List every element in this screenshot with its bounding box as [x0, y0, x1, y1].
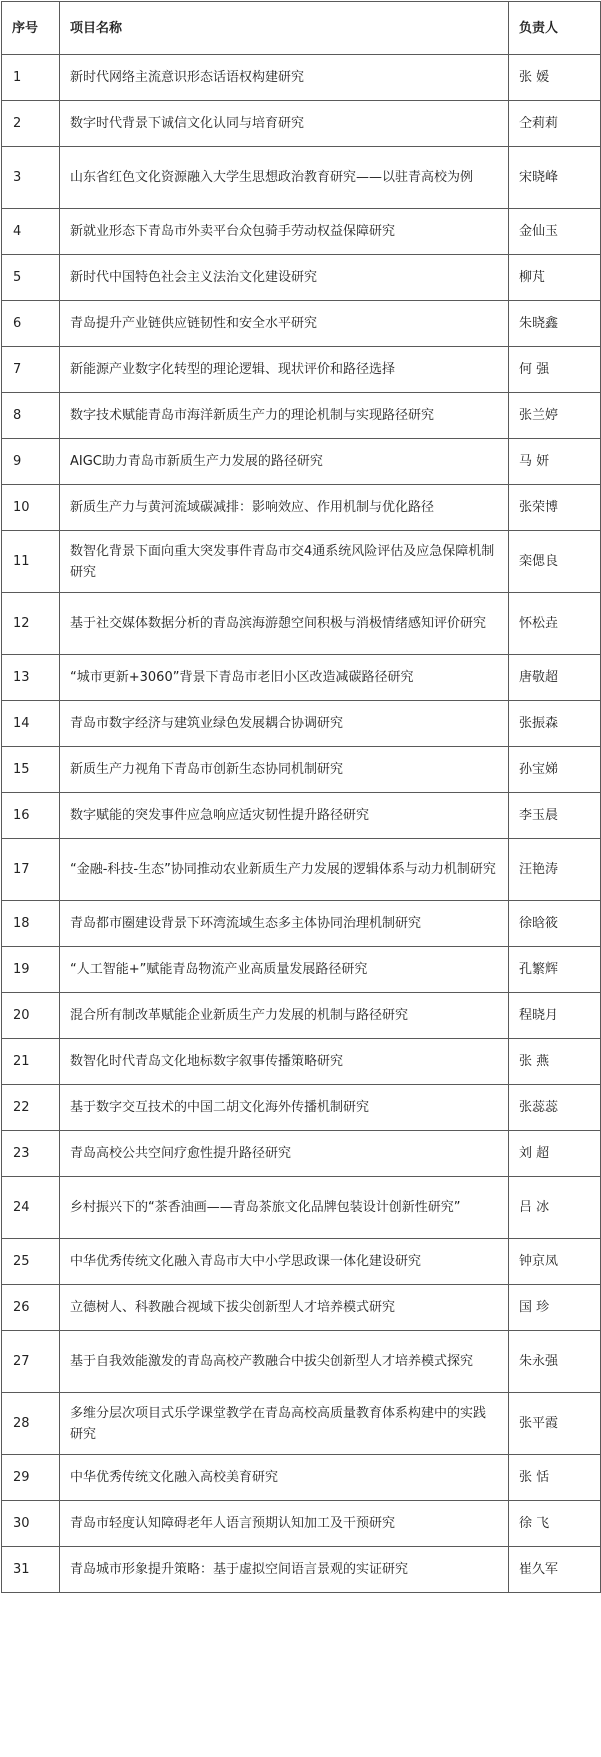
row-number: 12 [2, 593, 60, 655]
table-row [2, 1455, 601, 1501]
project-leader: 何 强 [509, 347, 601, 393]
project-leader: 国 珍 [509, 1285, 601, 1331]
row-number: 8 [2, 393, 60, 439]
table-row [2, 439, 601, 485]
project-leader: 张 恬 [509, 1455, 601, 1501]
project-name: 基于数字交互技术的中国二胡文化海外传播机制研究 [60, 1085, 509, 1131]
project-name: 数字技术赋能青岛市海洋新质生产力的理论机制与实现路径研究 [60, 393, 509, 439]
project-list [0, 1, 601, 1593]
table-row [2, 901, 601, 947]
project-name: 基于自我效能激发的青岛高校产教融合中拔尖创新型人才培养模式探究 [60, 1331, 509, 1393]
project-leader: 徐晗筱 [509, 901, 601, 947]
project-name: 新就业形态下青岛市外卖平台众包骑手劳动权益保障研究 [60, 209, 509, 255]
project-leader: 朱永强 [509, 1331, 601, 1393]
row-number: 5 [2, 255, 60, 301]
project-leader: 仝莉莉 [509, 101, 601, 147]
table-row [2, 747, 601, 793]
table-row [2, 485, 601, 531]
row-number: 11 [2, 531, 60, 593]
table-row [2, 1331, 601, 1393]
project-name: 青岛市数字经济与建筑业绿色发展耦合协调研究 [60, 701, 509, 747]
row-number: 18 [2, 901, 60, 947]
project-name: 乡村振兴下的“茶香油画——青岛茶旅文化品牌包装设计创新性研究” [60, 1177, 509, 1239]
project-name: 多维分层次项目式乐学课堂教学在青岛高校高质量教育体系构建中的实践研究 [60, 1393, 509, 1455]
table-row [2, 1393, 601, 1455]
table-row [2, 655, 601, 701]
row-number: 2 [2, 101, 60, 147]
project-leader: 孔繁辉 [509, 947, 601, 993]
table-row [2, 393, 601, 439]
row-number: 19 [2, 947, 60, 993]
project-leader: 唐敬超 [509, 655, 601, 701]
table-row [2, 209, 601, 255]
row-number: 21 [2, 1039, 60, 1085]
project-name: 立德树人、科教融合视域下拔尖创新型人才培养模式研究 [60, 1285, 509, 1331]
row-number: 20 [2, 993, 60, 1039]
project-leader: 汪艳涛 [509, 839, 601, 901]
table-row [2, 55, 601, 101]
row-number: 30 [2, 1501, 60, 1547]
project-name: “城市更新+3060”背景下青岛市老旧小区改造减碳路径研究 [60, 655, 509, 701]
table-row [2, 301, 601, 347]
project-name: “人工智能+”赋能青岛物流产业高质量发展路径研究 [60, 947, 509, 993]
row-number: 25 [2, 1239, 60, 1285]
table-row [2, 1039, 601, 1085]
row-number: 4 [2, 209, 60, 255]
row-number: 1 [2, 55, 60, 101]
table-header-row [2, 2, 601, 55]
project-leader: 张振森 [509, 701, 601, 747]
project-leader: 张平霞 [509, 1393, 601, 1455]
table-row [2, 993, 601, 1039]
table-row [2, 101, 601, 147]
table-row [2, 1501, 601, 1547]
table-row [2, 1239, 601, 1285]
row-number: 23 [2, 1131, 60, 1177]
row-number: 24 [2, 1177, 60, 1239]
row-number: 16 [2, 793, 60, 839]
project-leader: 刘 超 [509, 1131, 601, 1177]
project-name: 中华优秀传统文化融入青岛市大中小学思政课一体化建设研究 [60, 1239, 509, 1285]
header-project-name: 项目名称 [60, 2, 509, 55]
table-row [2, 255, 601, 301]
table-row [2, 531, 601, 593]
project-name: 数智化背景下面向重大突发事件青岛市交4通系统风险评估及应急保障机制研究 [60, 531, 509, 593]
table-row [2, 347, 601, 393]
table-row [2, 793, 601, 839]
row-number: 29 [2, 1455, 60, 1501]
project-leader: 张蕊蕊 [509, 1085, 601, 1131]
row-number: 9 [2, 439, 60, 485]
row-number: 10 [2, 485, 60, 531]
project-name: 青岛高校公共空间疗愈性提升路径研究 [60, 1131, 509, 1177]
project-name: AIGC助力青岛市新质生产力发展的路径研究 [60, 439, 509, 485]
row-number: 31 [2, 1547, 60, 1593]
table-row [2, 1131, 601, 1177]
row-number: 28 [2, 1393, 60, 1455]
project-name: 青岛都市圈建设背景下环湾流域生态多主体协同治理机制研究 [60, 901, 509, 947]
table-row [2, 593, 601, 655]
project-table [1, 1, 601, 1593]
project-name: 青岛城市形象提升策略：基于虚拟空间语言景观的实证研究 [60, 1547, 509, 1593]
project-leader: 李玉晨 [509, 793, 601, 839]
row-number: 15 [2, 747, 60, 793]
project-leader: 吕 冰 [509, 1177, 601, 1239]
project-leader: 张 燕 [509, 1039, 601, 1085]
project-leader: 张荣博 [509, 485, 601, 531]
project-name: 基于社交媒体数据分析的青岛滨海游憩空间积极与消极情绪感知评价研究 [60, 593, 509, 655]
row-number: 3 [2, 147, 60, 209]
table-row [2, 947, 601, 993]
row-number: 13 [2, 655, 60, 701]
project-leader: 宋晓峰 [509, 147, 601, 209]
table-row [2, 1085, 601, 1131]
project-leader: 马 妍 [509, 439, 601, 485]
header-no: 序号 [2, 2, 60, 55]
project-name: 数智化时代青岛文化地标数字叙事传播策略研究 [60, 1039, 509, 1085]
row-number: 22 [2, 1085, 60, 1131]
row-number: 6 [2, 301, 60, 347]
row-number: 7 [2, 347, 60, 393]
table-row [2, 839, 601, 901]
project-leader: 张兰婷 [509, 393, 601, 439]
project-name: 新能源产业数字化转型的理论逻辑、现状评价和路径选择 [60, 347, 509, 393]
table-row [2, 701, 601, 747]
project-name: 新质生产力视角下青岛市创新生态协同机制研究 [60, 747, 509, 793]
row-number: 14 [2, 701, 60, 747]
project-name: “金融-科技-生态”协同推动农业新质生产力发展的逻辑体系与动力机制研究 [60, 839, 509, 901]
project-leader: 朱晓鑫 [509, 301, 601, 347]
project-leader: 钟京凤 [509, 1239, 601, 1285]
table-row [2, 1285, 601, 1331]
project-name: 混合所有制改革赋能企业新质生产力发展的机制与路径研究 [60, 993, 509, 1039]
table-row [2, 1177, 601, 1239]
table-row [2, 147, 601, 209]
table-row [2, 1547, 601, 1593]
project-leader: 崔久军 [509, 1547, 601, 1593]
project-name: 中华优秀传统文化融入高校美育研究 [60, 1455, 509, 1501]
header-leader: 负责人 [509, 2, 601, 55]
row-number: 26 [2, 1285, 60, 1331]
project-leader: 柳芃 [509, 255, 601, 301]
project-leader: 怀松垚 [509, 593, 601, 655]
project-name: 新质生产力与黄河流域碳减排：影响效应、作用机制与优化路径 [60, 485, 509, 531]
project-name: 数字赋能的突发事件应急响应适灾韧性提升路径研究 [60, 793, 509, 839]
project-leader: 张 媛 [509, 55, 601, 101]
row-number: 27 [2, 1331, 60, 1393]
project-name: 数字时代背景下诚信文化认同与培育研究 [60, 101, 509, 147]
project-leader: 程晓月 [509, 993, 601, 1039]
project-name: 新时代网络主流意识形态话语权构建研究 [60, 55, 509, 101]
project-name: 山东省红色文化资源融入大学生思想政治教育研究——以驻青高校为例 [60, 147, 509, 209]
row-number: 17 [2, 839, 60, 901]
project-leader: 栾偲良 [509, 531, 601, 593]
project-name: 青岛市轻度认知障碍老年人语言预期认知加工及干预研究 [60, 1501, 509, 1547]
project-leader: 徐 飞 [509, 1501, 601, 1547]
project-name: 青岛提升产业链供应链韧性和安全水平研究 [60, 301, 509, 347]
project-name: 新时代中国特色社会主义法治文化建设研究 [60, 255, 509, 301]
project-leader: 孙宝娣 [509, 747, 601, 793]
table-body [2, 55, 601, 1593]
project-leader: 金仙玉 [509, 209, 601, 255]
